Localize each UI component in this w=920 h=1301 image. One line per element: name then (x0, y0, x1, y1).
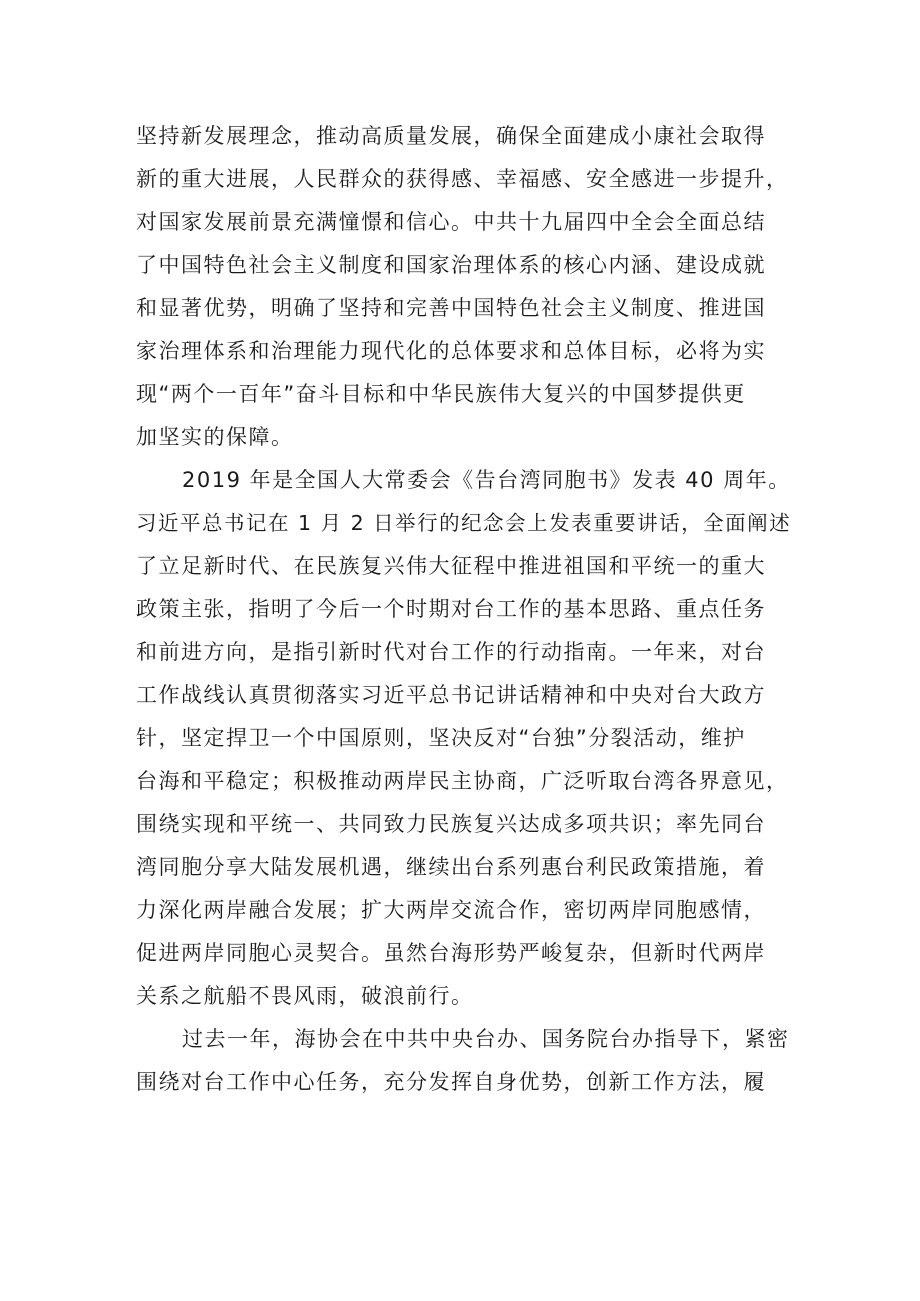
text-line: 围绕对台工作中心任务，充分发挥自身优势，创新工作方法，履 (136, 1070, 766, 1094)
text-line: 2019 年是全国人大常委会《告台湾同胞书》发表 40 周年。 (182, 468, 791, 492)
text-line: 围绕实现和平统一、共同致力民族复兴达成多项共识；率先同台 (136, 812, 766, 836)
text-line: 力深化两岸融合发展；扩大两岸交流合作，密切两岸同胞感情， (136, 898, 766, 922)
text-line: 过去一年，海协会在中共中央台办、国务院台办指导下，紧密 (182, 1027, 790, 1051)
text-line: 台海和平稳定；积极推动两岸民主协商，广泛听取台湾各界意见， (136, 769, 789, 793)
text-line: 和前进方向，是指引新时代对台工作的行动指南。一年来，对台 (136, 640, 766, 664)
text-line: 了立足新时代、在民族复兴伟大征程中推进祖国和平统一的重大 (136, 554, 766, 578)
text-line: 对国家发展前景充满憧憬和信心。中共十九届四中全会全面总结 (136, 210, 766, 234)
text-line: 现“两个一百年”奋斗目标和中华民族伟大复兴的中国梦提供更 (136, 382, 746, 406)
text-line: 关系之航船不畏风雨，破浪前行。 (136, 984, 474, 1008)
text-line: 促进两岸同胞心灵契合。虽然台海形势严峻复杂，但新时代两岸 (136, 941, 766, 965)
text-line: 新的重大进展，人民群众的获得感、幸福感、安全感进一步提升， (136, 167, 789, 191)
text-line: 加坚实的保障。 (136, 425, 294, 449)
text-line: 湾同胞分享大陆发展机遇，继续出台系列惠台利民政策措施，着 (136, 855, 766, 879)
text-line: 家治理体系和治理能力现代化的总体要求和总体目标，必将为实 (136, 339, 766, 363)
text-line: 工作战线认真贯彻落实习近平总书记讲话精神和中央对台大政方 (136, 683, 766, 707)
text-line: 针，坚定捍卫一个中国原则，坚决反对“台独”分裂活动，维护 (136, 726, 746, 750)
text-line: 政策主张，指明了今后一个时期对台工作的基本思路、重点任务 (136, 597, 766, 621)
text-line: 和显著优势，明确了坚持和完善中国特色社会主义制度、推进国 (136, 296, 766, 320)
text-line: 坚持新发展理念，推动高质量发展，确保全面建成小康社会取得 (136, 124, 766, 148)
text-line: 习近平总书记在 1 月 2 日举行的纪念会上发表重要讲话，全面阐述 (136, 511, 792, 535)
text-line: 了中国特色社会主义制度和国家治理体系的核心内涵、建设成就 (136, 253, 766, 277)
